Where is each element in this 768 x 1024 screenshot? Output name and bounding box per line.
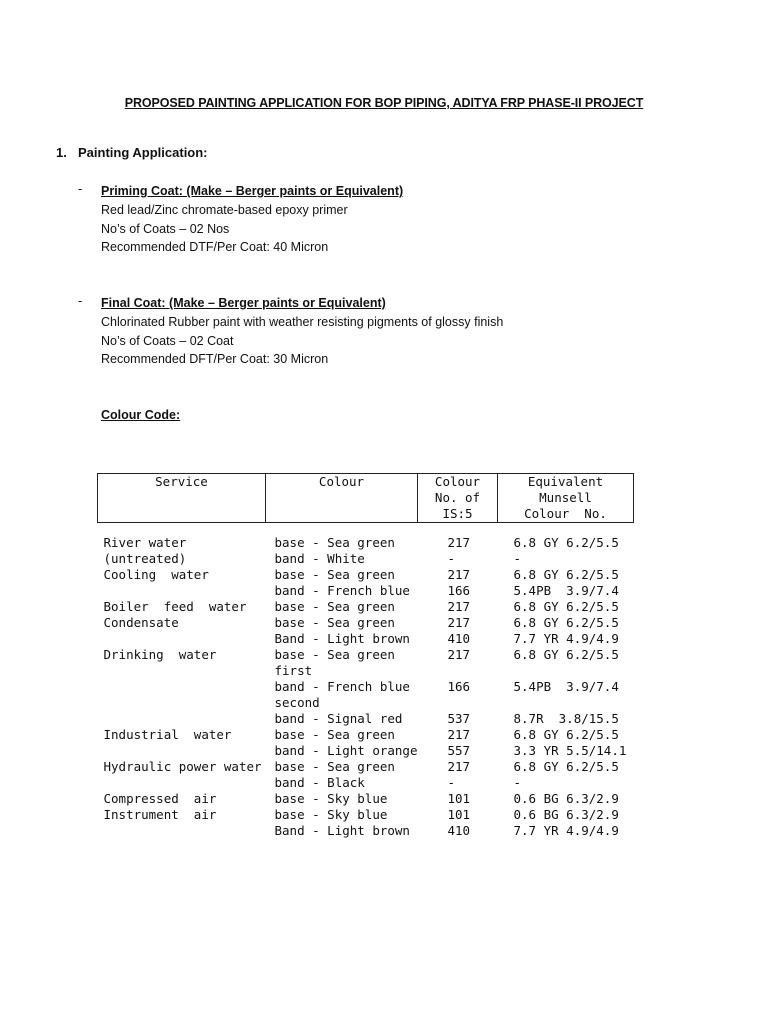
service-cell xyxy=(98,759,266,791)
colour-cell-line: Band - Light brown xyxy=(274,631,410,646)
colour-cell-line: base - Sky blue xyxy=(274,807,388,822)
munsell-cell-line: 0.6 BG 6.3/2.9 xyxy=(513,807,619,822)
header-service-text: Service xyxy=(155,474,208,489)
service-cell-line: Boiler feed water xyxy=(103,599,247,614)
table-row xyxy=(98,647,634,727)
munsell-cell-line: - xyxy=(513,775,522,790)
colour-no-cell xyxy=(418,759,498,791)
colour-no-cell-line: 217 xyxy=(447,727,471,742)
colour-no-cell-line: 217 xyxy=(447,535,471,550)
table-row xyxy=(98,791,634,807)
colour-cell-line: base - Sea green xyxy=(274,567,395,582)
service-cell-line: Condensate xyxy=(103,615,179,630)
munsell-cell-line: 6.8 GY 6.2/5.5 xyxy=(513,727,619,742)
colour-no-cell-line xyxy=(448,695,498,711)
colour-no-cell xyxy=(418,567,498,599)
final-coat-line: Chlorinated Rubber paint with weather resisting pigments of glossy finish xyxy=(101,315,504,329)
table-header-row xyxy=(98,474,634,523)
colour-cell-line: base - Sea green xyxy=(274,727,395,742)
colour-no-cell-line: 410 xyxy=(447,631,471,646)
colour-no-cell xyxy=(418,535,498,567)
service-cell xyxy=(98,807,266,839)
colour-cell-line: band - White xyxy=(274,551,365,566)
colour-code-label: Colour Code: xyxy=(101,408,181,422)
munsell-cell-line: - xyxy=(513,551,522,566)
priming-coat-line: Recommended DTF/Per Coat: 40 Micron xyxy=(101,240,329,254)
munsell-cell-line: 6.8 GY 6.2/5.5 xyxy=(513,567,619,582)
colour-cell xyxy=(266,727,418,759)
colour-no-cell-line: - xyxy=(447,775,456,790)
colour-no-cell-line xyxy=(448,663,498,679)
munsell-cell xyxy=(498,647,634,727)
service-cell-line: Drinking water xyxy=(103,647,217,662)
colour-cell-line: first xyxy=(274,663,313,678)
service-cell-line: Industrial water xyxy=(103,727,232,742)
section-number: 1. xyxy=(56,145,67,160)
munsell-cell-line: 6.8 GY 6.2/5.5 xyxy=(513,535,619,550)
header-colour-no xyxy=(418,474,498,523)
colour-cell xyxy=(266,599,418,615)
colour-cell-line: band - French blue xyxy=(274,679,410,694)
munsell-cell xyxy=(498,535,634,567)
table-row xyxy=(98,599,634,615)
header-colour-text: Colour xyxy=(318,474,365,489)
colour-no-cell-line: 217 xyxy=(447,567,471,582)
header-line: Colour xyxy=(434,474,481,489)
table-row xyxy=(98,807,634,839)
colour-cell-line: band - Light orange xyxy=(274,743,418,758)
header-line: Equivalent xyxy=(527,474,604,489)
colour-no-cell-line: 217 xyxy=(447,759,471,774)
munsell-cell-line: 5.4PB 3.9/7.4 xyxy=(513,583,619,598)
colour-no-cell-line: - xyxy=(447,551,456,566)
colour-cell-line: band - Signal red xyxy=(274,711,403,726)
service-cell-line: Hydraulic power water xyxy=(103,759,262,774)
munsell-cell xyxy=(498,759,634,791)
colour-no-cell xyxy=(418,727,498,759)
colour-no-cell-line: 537 xyxy=(447,711,471,726)
table-row xyxy=(98,615,634,647)
colour-cell xyxy=(266,807,418,839)
colour-cell-line: base - Sea green xyxy=(274,647,395,662)
colour-cell-line: base - Sea green xyxy=(274,615,395,630)
munsell-cell-line: 6.8 GY 6.2/5.5 xyxy=(513,647,619,662)
munsell-cell xyxy=(498,727,634,759)
bullet-dash: - xyxy=(78,294,83,308)
colour-cell xyxy=(266,759,418,791)
munsell-cell-line xyxy=(514,663,634,679)
header-munsell xyxy=(498,474,634,523)
colour-no-cell-line: 217 xyxy=(447,647,471,662)
colour-cell xyxy=(266,615,418,647)
header-line: Colour No. xyxy=(524,506,607,521)
munsell-cell xyxy=(498,807,634,839)
munsell-cell-line: 7.7 YR 4.9/4.9 xyxy=(513,631,619,646)
colour-no-cell-line: 557 xyxy=(447,743,471,758)
table-row xyxy=(98,535,634,567)
service-cell xyxy=(98,535,266,567)
colour-no-cell xyxy=(418,647,498,727)
colour-cell-line: band - French blue xyxy=(274,583,410,598)
colour-cell-line: band - Black xyxy=(274,775,365,790)
document-title: PROPOSED PAINTING APPLICATION FOR BOP PIPING, ADITYA FRP PHASE-II PROJECT xyxy=(124,96,644,110)
colour-no-cell xyxy=(418,791,498,807)
munsell-cell xyxy=(498,615,634,647)
colour-no-cell-line: 166 xyxy=(447,583,471,598)
service-cell xyxy=(98,727,266,759)
colour-no-cell xyxy=(418,807,498,839)
colour-cell-line: second xyxy=(274,695,320,710)
service-cell-line: Instrument air xyxy=(103,807,217,822)
service-cell xyxy=(98,615,266,647)
final-coat-line: Recommended DFT/Per Coat: 30 Micron xyxy=(101,352,329,366)
munsell-cell xyxy=(498,599,634,615)
service-cell-line: Compressed air xyxy=(103,791,217,806)
munsell-cell-line xyxy=(514,695,634,711)
munsell-cell-line: 6.8 GY 6.2/5.5 xyxy=(513,759,619,774)
colour-cell xyxy=(266,791,418,807)
colour-no-cell-line: 410 xyxy=(447,823,471,838)
colour-no-cell xyxy=(418,599,498,615)
table-row xyxy=(98,567,634,599)
colour-code-table xyxy=(97,473,634,839)
header-colour xyxy=(266,474,418,523)
colour-cell xyxy=(266,647,418,727)
munsell-cell-line: 0.6 BG 6.3/2.9 xyxy=(513,791,619,806)
colour-no-cell-line: 166 xyxy=(447,679,471,694)
colour-no-cell xyxy=(418,615,498,647)
bullet-dash: - xyxy=(78,182,83,196)
header-service xyxy=(98,474,266,523)
colour-cell xyxy=(266,535,418,567)
priming-coat-line: No’s of Coats – 02 Nos xyxy=(101,221,230,236)
munsell-cell-line: 3.3 YR 5.5/14.1 xyxy=(513,743,627,758)
munsell-cell-line: 8.7R 3.8/15.5 xyxy=(513,711,619,726)
table-row xyxy=(98,727,634,759)
service-cell-line: Cooling water xyxy=(103,567,209,582)
colour-cell-line: base - Sea green xyxy=(274,535,395,550)
colour-no-cell-line: 101 xyxy=(447,807,471,822)
colour-cell-line: base - Sea green xyxy=(274,599,395,614)
service-cell xyxy=(98,567,266,599)
colour-no-cell-line: 217 xyxy=(447,599,471,614)
table-spacer xyxy=(98,523,634,536)
munsell-cell xyxy=(498,567,634,599)
munsell-cell-line: 6.8 GY 6.2/5.5 xyxy=(513,599,619,614)
munsell-cell xyxy=(498,791,634,807)
colour-no-cell-line: 101 xyxy=(447,791,471,806)
munsell-cell-line: 5.4PB 3.9/7.4 xyxy=(513,679,619,694)
priming-coat-line: Red lead/Zinc chromate-based epoxy primer xyxy=(101,203,348,217)
header-line: No. of xyxy=(434,490,481,505)
colour-no-cell-line: 217 xyxy=(447,615,471,630)
header-line: Munsell xyxy=(539,490,592,505)
final-coat-line: No’s of Coats – 02 Coat xyxy=(101,333,234,348)
service-cell-line: (untreated) xyxy=(103,551,187,566)
colour-cell-line: base - Sky blue xyxy=(274,791,388,806)
colour-cell-line: base - Sea green xyxy=(274,759,395,774)
final-coat-heading: Final Coat: (Make – Berger paints or Equivalent) xyxy=(101,296,386,310)
munsell-cell-line: 7.7 YR 4.9/4.9 xyxy=(513,823,619,838)
service-cell xyxy=(98,647,266,727)
header-line: IS:5 xyxy=(442,506,473,521)
colour-cell xyxy=(266,567,418,599)
service-cell xyxy=(98,599,266,615)
section-heading-text: Painting Application: xyxy=(78,145,208,160)
munsell-cell-line: 6.8 GY 6.2/5.5 xyxy=(513,615,619,630)
service-cell xyxy=(98,791,266,807)
colour-cell-line: Band - Light brown xyxy=(274,823,410,838)
priming-coat-heading: Priming Coat: (Make – Berger paints or Equivalent) xyxy=(101,184,404,198)
table-body xyxy=(98,535,634,839)
table-row xyxy=(98,759,634,791)
service-cell-line: River water xyxy=(103,535,187,550)
section-heading xyxy=(56,145,208,160)
